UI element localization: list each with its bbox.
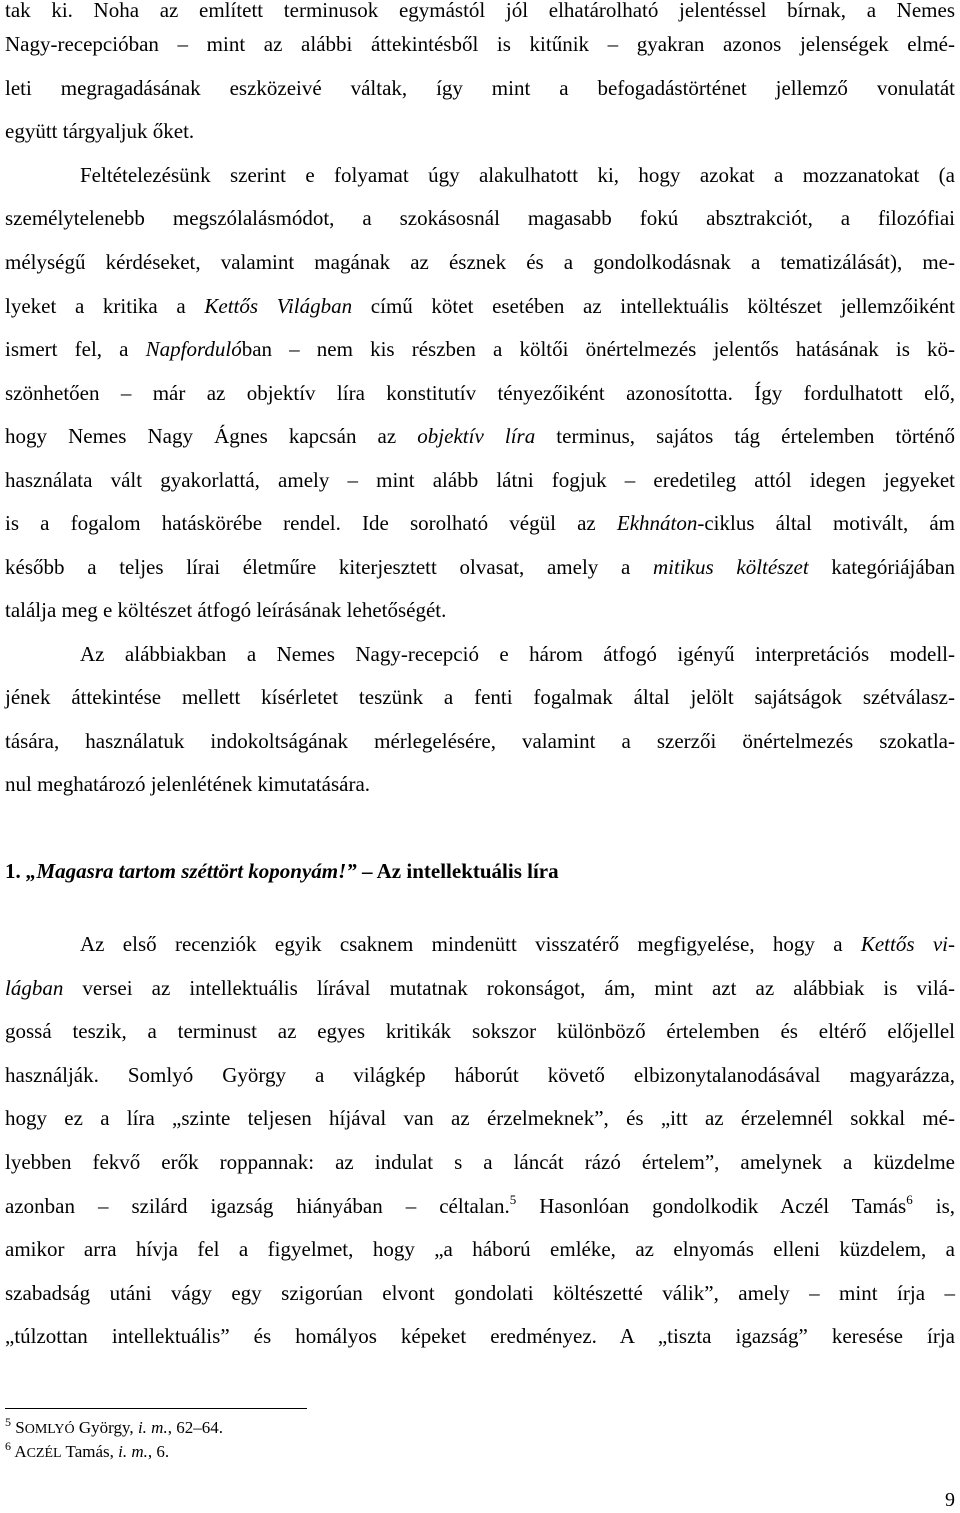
paragraph-1-line-2: Nagy-recepcióban – mint az alábbi áttekintésből is kitűnik – gyakran azonos jelenségek elmé- bbox=[5, 32, 955, 56]
paragraph-2-line-4: lyeket a kritika a Kettős Világban című kötet esetében az intellektuális költészet jellemzőiként bbox=[5, 294, 955, 318]
paragraph-4-line-7: azonban – szilárd igazság hiányában – céltalan.$^5$ Hasonlóan gondolkodik Aczél Tamás$^6$ is, bbox=[5, 1192, 955, 1218]
footnote-separator bbox=[5, 1408, 307, 1409]
paragraph-2-line-8: használata vált gyakorlattá, amely – mint alább látni fogjuk – eredetileg attól idegen jegyeket bbox=[5, 468, 955, 492]
paragraph-2-line-9: is a fogalom hatáskörébe rendel. Ide sorolható végül az Ekhnáton-ciklus által motivált, ám bbox=[5, 511, 955, 535]
paragraph-1-line-3: leti megragadásának eszközeivé váltak, így mint a befogadástörténet jellemző vonulatát bbox=[5, 76, 955, 100]
paragraph-2-line-3: mélységű kérdéseket, valamint magának az észnek és a gondolkodásnak a tematizálását), me- bbox=[5, 250, 955, 274]
term-mitikus-kolteszet: mitikus költészet bbox=[653, 555, 809, 579]
term-objektiv-lira: objektív líra bbox=[417, 424, 536, 448]
paragraph-4-line-9: szabadság utáni vágy egy szigorúan elvont gondolati költészetté válik”, amely – mint írja – bbox=[5, 1281, 955, 1305]
paragraph-2-line-1: Feltételezésünk szerint e folyamat úgy alakulhatott ki, hogy azokat a mozzanatokat (a bbox=[80, 163, 955, 187]
cycle-title-ekhnaton: Ekhnáton bbox=[616, 511, 698, 535]
footnote-6: $^6$ ACZÉL Tamás, i. m., 6. bbox=[5, 1439, 170, 1461]
footnote-ref-6[interactable]: 6 bbox=[906, 1192, 913, 1207]
paragraph-2-line-2: személytelenebb megszólalásmódot, a szokásosnál magasabb fokú absztrakciót, a filozófiai bbox=[5, 206, 955, 230]
paragraph-4-line-4: használják. Somlyó György a világkép háborút követő elbizonytalanodásával magyarázza, bbox=[5, 1063, 955, 1087]
footnote-5: $^5$ SOMLYÓ György, i. m., 62–64. bbox=[5, 1415, 223, 1437]
section-heading: 1. „Magasra tartom széttört koponyám!” – Az intellektuális líra bbox=[5, 859, 559, 883]
paragraph-2-line-11: találja meg e költészet átfogó leírásának lehetőségét. bbox=[5, 598, 447, 622]
paragraph-1-line-4: együtt tárgyaljuk őket. bbox=[5, 119, 195, 143]
paragraph-4-line-2: lágban versei az intellektuális lírával mutatnak rokonságot, ám, mint azt az alábbiak is vilá- bbox=[5, 976, 955, 1000]
paragraph-2-line-10: később a teljes lírai életműre kiterjesztett olvasat, amely a mitikus költészet kategóriájában bbox=[5, 555, 955, 579]
paragraph-2-line-6: szönhetően – már az objektív líra konstitutív tényezőiként azonosította. Így fordulhatott elő, bbox=[5, 381, 955, 405]
paragraph-3-line-1: Az alábbiakban a Nemes Nagy-recepció e három átfogó igényű interpretációs modell- bbox=[80, 642, 955, 666]
footnote-ref-5[interactable]: 5 bbox=[509, 1192, 517, 1207]
paragraph-4-line-5: hogy ez a líra „szinte teljesen híjával van az érzelmeknek”, és „itt az érzelemnél sokkal mé- bbox=[5, 1106, 955, 1130]
paragraph-4-line-6: lyebben fekvő erők roppannak: az indulat s a láncát rázó értelem”, amelynek a küzdelme bbox=[5, 1150, 955, 1174]
paragraph-3-line-3: tására, használatuk indokoltságának mérlegelésére, valamint a szerzői önértelmezés szokatla- bbox=[5, 729, 955, 753]
paragraph-3-line-4: nul meghatározó jelenlétének kimutatására. bbox=[5, 772, 371, 796]
paragraph-4-line-1: Az első recenziók egyik csaknem mindenütt visszatérő megfigyelése, hogy a Kettős vi- bbox=[80, 932, 955, 956]
paragraph-1-line-1: tak ki. Noha az említett terminusok egymástól jól elhatárolható jelentéssel bírnak, a Nemes bbox=[5, 0, 955, 22]
paragraph-4-line-8: amikor arra hívja fel a figyelmet, hogy „a háború emléke, az elnyomás elleni küzdelem, a bbox=[5, 1237, 955, 1261]
page-number: 9 bbox=[945, 1489, 955, 1511]
book-title-napfordulo: Napforduló bbox=[145, 337, 242, 361]
paragraph-4-line-3: gossá teszik, a terminust az egyes kritikák sokszor különböző értelemben és eltérő előjellel bbox=[5, 1019, 955, 1043]
paragraph-3-line-2: jének áttekintése mellett kísérletet teszünk a fenti fogalmak által jelölt sajátságok szétválasz- bbox=[5, 685, 955, 709]
paragraph-4-line-10: „túlzottan intellektuális” és homályos képeket eredményez. A „tiszta igazság” keresése írja bbox=[5, 1324, 955, 1348]
paragraph-2-line-7: hogy Nemes Nagy Ágnes kapcsán az objektív líra terminus, sajátos tág értelemben történő bbox=[5, 424, 955, 448]
paragraph-2-line-5: ismert fel, a Napfordulóban – nem kis részben a költői önértelmezés jelentős hatásának is kö- bbox=[5, 337, 955, 361]
book-title-kettos-vilagban: Kettős Világban bbox=[204, 294, 353, 318]
